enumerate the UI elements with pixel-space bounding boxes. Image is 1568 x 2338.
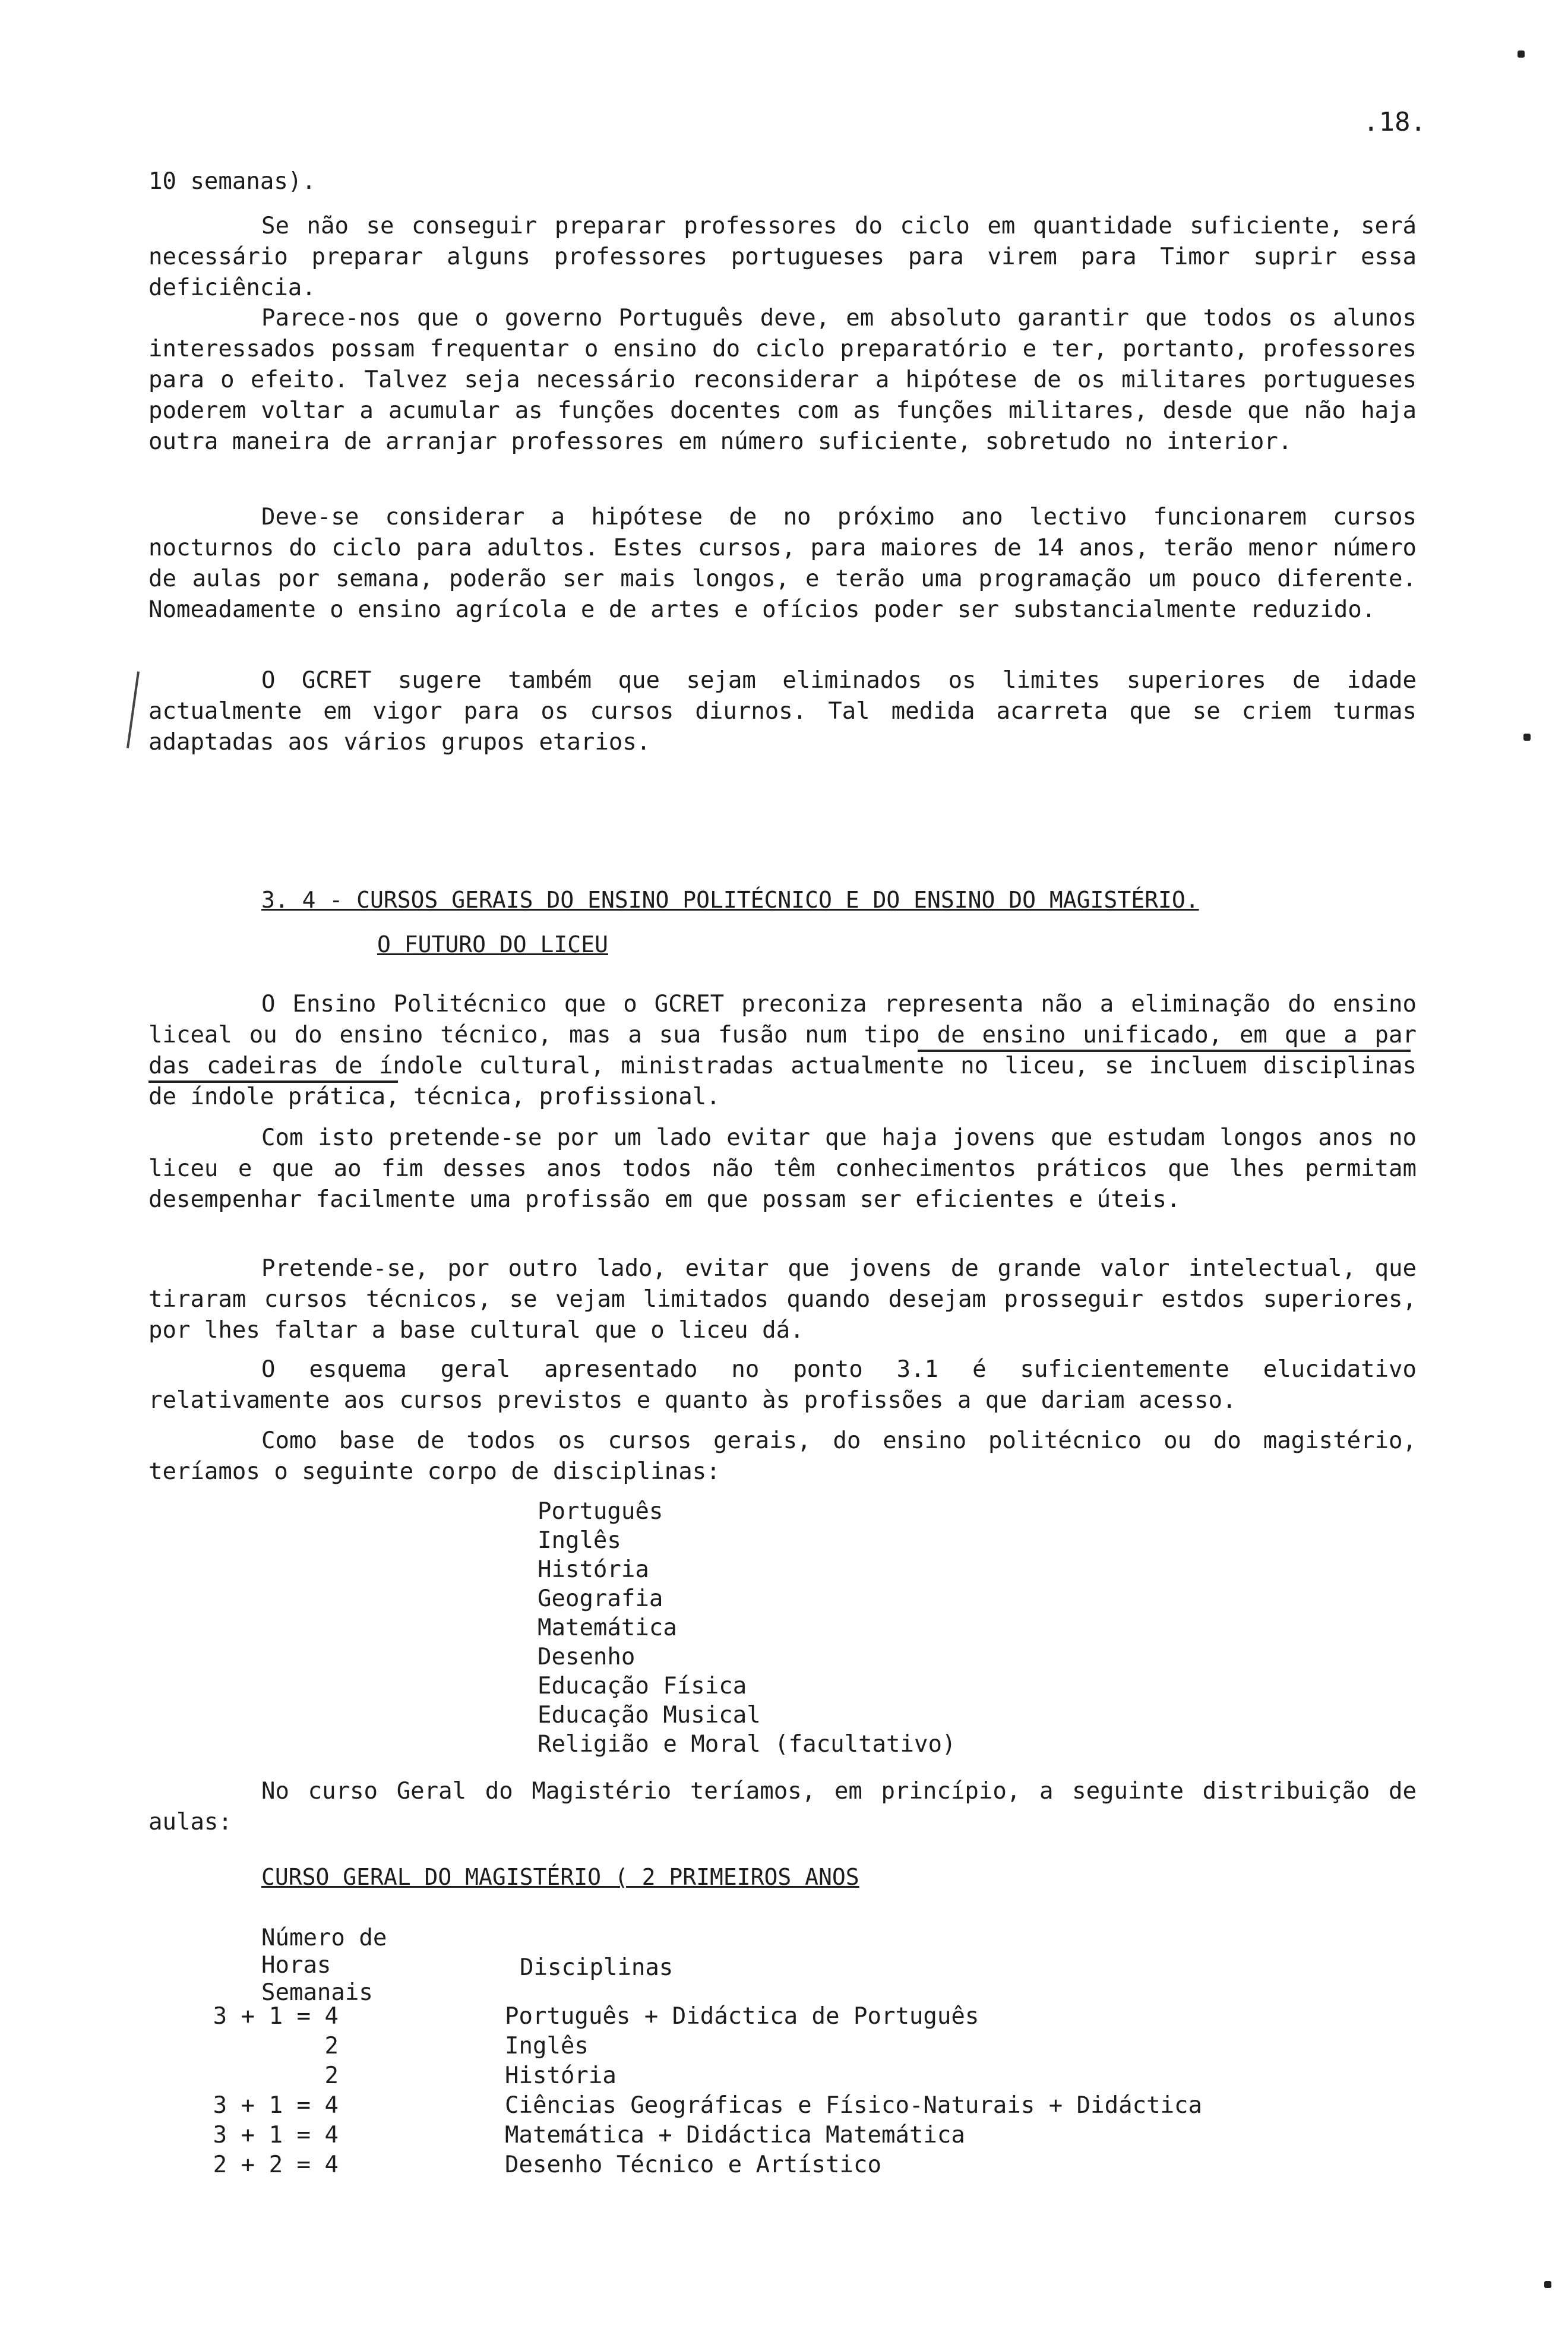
hours-cell: 3 + 1 = 4 — [213, 2003, 339, 2030]
paragraph: Como base de todos os cursos gerais, do ensino politécnico ou do magistério, teríamos o seguinte corpo de disciplinas: — [148, 1427, 1417, 1485]
table-title: CURSO GERAL DO MAGISTÉRIO ( 2 PRIMEIROS ANOS — [261, 1864, 859, 1890]
header-disciplines: Disciplinas — [520, 1954, 674, 1981]
subject-item: Educação Física — [538, 1673, 747, 1699]
subject-item: História — [538, 1556, 649, 1583]
paragraph: Pretende-se, por outro lado, evitar que jovens de grande valor intelectual, que tiraram cursos técnicos, se vejam limitados quando desejam prosseguir estdos superiores, por lhes faltar a base cultural que o liceu dá. — [148, 1255, 1417, 1344]
hours-cell: 2 — [324, 2062, 339, 2089]
discipline-cell: Desenho Técnico e Artístico — [505, 2151, 881, 2178]
subject-item: Geografia — [538, 1585, 663, 1612]
subject-list — [538, 1497, 956, 1759]
handwritten-underline — [918, 1050, 1411, 1052]
scan-speck — [1518, 50, 1525, 58]
subject-item: Religião e Moral (facultativo) — [538, 1731, 956, 1758]
subject-item: Desenho — [538, 1644, 636, 1670]
subject-item: Matemática — [538, 1615, 677, 1641]
table-row — [148, 2061, 1417, 2091]
paragraph: O esquema geral apresentado no ponto 3.1 é suficientemente elucidativo relativamente aos cursos previstos e quanto às profissões a que dariam acesso. — [148, 1356, 1417, 1414]
hours-cell: 3 + 1 = 4 — [213, 2092, 339, 2119]
table-row — [148, 2150, 1417, 2180]
scan-speck — [1523, 734, 1531, 741]
margin-mark — [127, 671, 140, 748]
section-subheading: O FUTURO DO LICEU — [377, 931, 608, 958]
discipline-cell: Português + Didáctica de Português — [505, 2003, 979, 2030]
header-hours: Número de Horas Semanais — [261, 1925, 387, 2006]
table-row — [148, 2121, 1417, 2150]
paragraph: O Ensino Politécnico que o GCRET preconiza representa não a eliminação do ensino liceal ou do ensino técnico, mas a sua fusão num tipo de ensino unificado, em que a par das cadeiras de índole cultural, ministradas actualmente no liceu, se incluem disciplinas de índole prática, técnica, profissional. — [148, 991, 1417, 1110]
table-row — [148, 2091, 1417, 2121]
scan-speck — [1544, 2281, 1551, 2288]
paragraph: Se não se conseguir preparar professores do ciclo em quantidade suficiente, será necessário preparar alguns professores portugueses para virem para Timor suprir essa deficiência. — [148, 213, 1417, 301]
paragraph: Com isto pretende-se por um lado evitar que haja jovens que estudam longos anos no liceu e que ao fim desses anos todos não têm conhecimentos práticos que lhes permitam desempenhar facilmente uma profissão em que possam ser eficientes e úteis. — [148, 1124, 1417, 1213]
discipline-cell: Ciências Geográficas e Físico-Naturais + Didáctica — [505, 2092, 1202, 2119]
paragraph: Parece-nos que o governo Português deve, em absoluto garantir que todos os alunos interessados possam frequentar o ensino do ciclo preparatório e ter, portanto, professores para o efeito. Talvez seja necessário reconsiderar a hipótese de os militares portugueses poderem voltar a acumular as funções docentes com as funções militares, desde que não haja outra maneira de arranjar professores em número suficiente, sobretudo no interior. — [148, 305, 1417, 455]
handwritten-underline — [148, 1080, 398, 1083]
hours-table — [148, 1925, 1417, 2180]
table-header — [148, 1925, 1417, 2006]
hours-cell: 3 + 1 = 4 — [213, 2122, 339, 2149]
page-number: .18. — [1363, 107, 1426, 137]
paragraph: O GCRET sugere também que sejam eliminados os limites superiores de idade actualmente em vigor para os cursos diurnos. Tal medida acarreta que se criem turmas adaptadas aos vários grupos etarios. — [148, 667, 1417, 756]
discipline-cell: Matemática + Didáctica Matemática — [505, 2122, 965, 2149]
discipline-cell: História — [505, 2062, 617, 2089]
subject-item: Educação Musical — [538, 1702, 761, 1729]
discipline-cell: Inglês — [505, 2033, 589, 2059]
carryover-line: 10 semanas). — [148, 168, 316, 195]
hours-cell: 2 — [324, 2033, 339, 2059]
subject-item: Português — [538, 1498, 663, 1525]
section-heading: 3. 4 - CURSOS GERAIS DO ENSINO POLITÉCNICO E DO ENSINO DO MAGISTÉRIO. — [261, 887, 1199, 913]
hours-cell: 2 + 2 = 4 — [213, 2151, 339, 2178]
table-row — [148, 2031, 1417, 2061]
paragraph: Deve-se considerar a hipótese de no próximo ano lectivo funcionarem cursos nocturnos do ciclo para adultos. Estes cursos, para maiores de 14 anos, terão menor número de aulas por semana, poderão ser mais longos, e terão uma programação um pouco diferente. Nomeadamente o ensino agrícola e de artes e ofícios poder ser substancialmente reduzido. — [148, 504, 1417, 623]
table-row — [148, 2002, 1417, 2031]
paragraph: No curso Geral do Magistério teríamos, em princípio, a seguinte distribuição de aulas: — [148, 1778, 1417, 1835]
subject-item: Inglês — [538, 1527, 621, 1554]
